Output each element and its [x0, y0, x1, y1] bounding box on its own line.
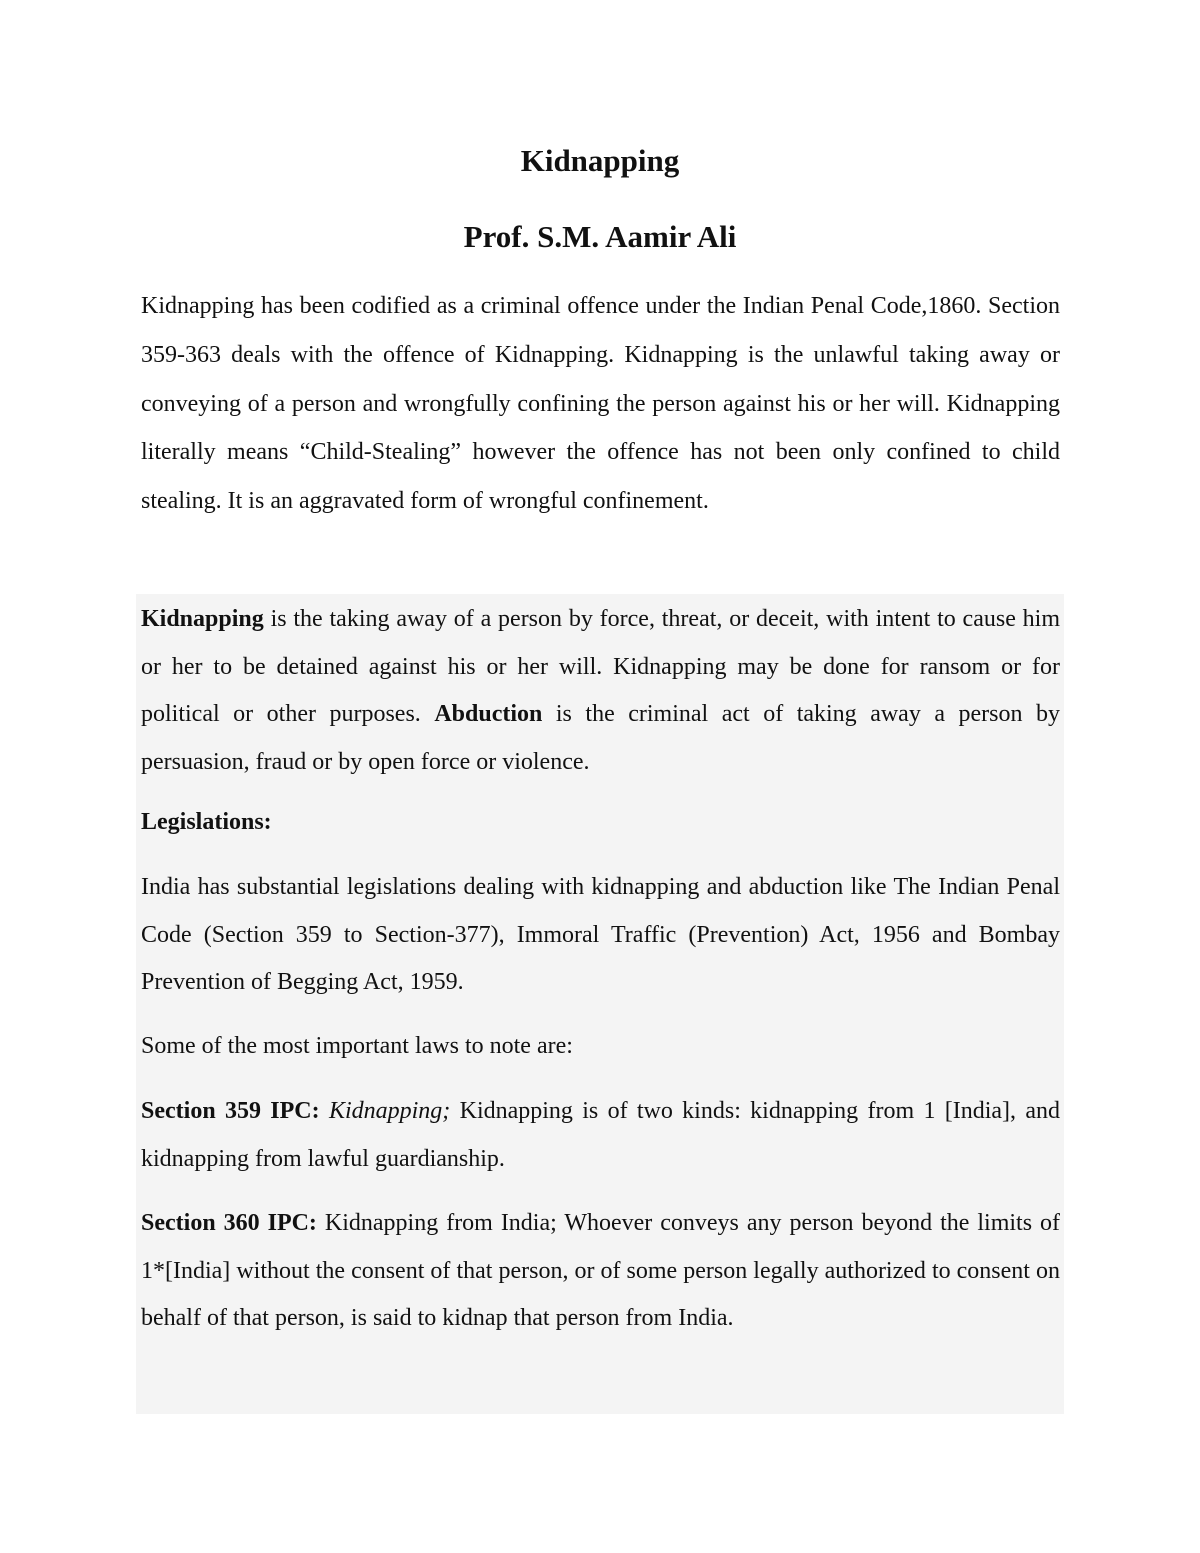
section-360-text: Kidnapping from India; Whoever conveys any person beyond the limits of 1*[India] without the consent of that person, or of some person legally authorized to consent on behalf of that person, is said to kidnap that person from India. [141, 1210, 1061, 1331]
section-359-title: Kidnapping; [328, 1098, 451, 1124]
kidnapping-definition: is the taking away of a person by force, threat, or deceit, with intent to cause him or her to be detained against his or her will. Kidnapping may be done for ransom or for political or other purposes. [141, 606, 1060, 727]
section-360-paragraph [141, 1200, 1060, 1343]
section-359-text: Kidnapping is of two kinds: kidnapping from 1 [India], and kidnapping from lawful guardianship. [141, 1098, 1061, 1172]
highlighted-section [136, 594, 1064, 1414]
section-359-label: Section 359 IPC: [141, 1098, 320, 1124]
abduction-definition: is the criminal act of taking away a person by persuasion, fraud or by open force or violence. [141, 701, 1060, 775]
section-359-paragraph [141, 1088, 1060, 1183]
legislations-heading: Legislations: [141, 809, 272, 835]
abduction-term: Abduction [434, 701, 543, 727]
definition-paragraph [141, 596, 1060, 786]
section-360-label: Section 360 IPC: [141, 1210, 317, 1236]
laws-intro: Some of the most important laws to note are: [141, 1033, 573, 1059]
document-author: Prof. S.M. Aamir Ali [463, 219, 737, 254]
legislations-paragraph: India has substantial legislations dealing with kidnapping and abduction like The Indian Penal Code (Section 359 to Section-377), Immoral Traffic (Prevention) Act, 1956 and Bombay Prevention of Begging Act, 1959. [141, 874, 1060, 995]
intro-paragraph: Kidnapping has been codified as a criminal offence under the Indian Penal Code,1860. Section 359-363 deals with the offence of Kidnapping. Kidnapping is the unlawful taking away or conveying of a person and wrongfully confining the person against his or her will. Kidnapping literally means “Child-Stealing” however the offence has not been only confined to child stealing. It is an aggravated form of wrongful confinement. [141, 293, 1060, 515]
kidnapping-term: Kidnapping [141, 606, 264, 632]
document-title: Kidnapping [520, 143, 680, 178]
